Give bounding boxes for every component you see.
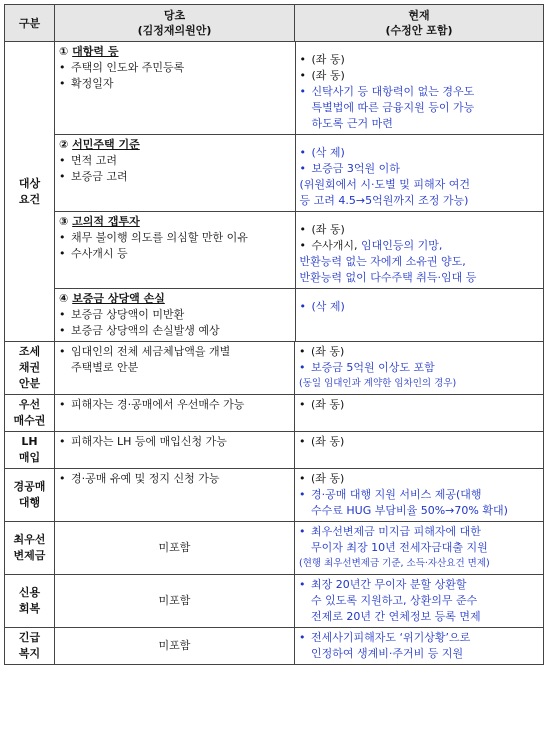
category-target: 대상 요건 (5, 42, 55, 342)
row-lh: LH 매입 • 피해자는 LH 등에 매입신청 가능 • (좌 동) (5, 432, 544, 469)
target-section-3: ③ 고의적 갭투자 • 채무 불이행 의도를 의심할 만한 이유 • 수사개시 등 • (좌 동) • 수사개시, 임대인등의 기망, 반환능력 없는 자에게 소유권 양도, 반환능력 없이 다수주택 취득·임대 등 (55, 212, 544, 289)
row-credit: 신용 회복 미포함 • 최장 20년간 무이자 분할 상환할 수 있도록 지원하고, 상환의무 준수 전제로 20년 간 연체정보 등록 면제 (5, 575, 544, 628)
category-welfare: 긴급 복지 (5, 628, 55, 665)
row-target (5, 42, 544, 342)
row-welfare: 긴급 복지 미포함 • 전세사기피해자도 ‘위기상황’으로 인정하여 생계비·주거비 등 지원 (5, 628, 544, 665)
category-minimum: 최우선 변제금 (5, 522, 55, 575)
row-auction: 경공매 대행 • 경·공매 유예 및 정지 신청 가능 • (좌 동) • 경·공매 대행 지원 서비스 제공(대행 수수료 HUG 부담비율 50%→70% 확대) (5, 469, 544, 522)
header-original: 당초 (김정재의원안) (55, 5, 295, 42)
header-current: 현재 (수정안 포함) (295, 5, 544, 42)
target-section-2: ② 서민주택 기준 • 면적 고려 • 보증금 고려 • (삭 제) • 보증금 3억원 이하 (위원회에서 시·도별 및 피해자 여건 등 고려 4.5→5억원까지 조정 가능) (55, 135, 544, 212)
row-minimum: 최우선 변제금 미포함 • 최우선변제금 미지급 피해자에 대한 무이자 최장 10년 전세자금대출 지원 (현행 최우선변제금 기준, 소득·자산요건 면제) (5, 522, 544, 575)
target-section-4: ④ 보증금 상당액 손실 • 보증금 상당액이 미반환 • 보증금 상당액의 손실발생 예상 • (삭 제) (55, 289, 544, 342)
row-priority: 우선 매수권 • 피해자는 경·공매에서 우선매수 가능 • (좌 동) (5, 395, 544, 432)
category-auction: 경공매 대행 (5, 469, 55, 522)
comparison-table (4, 4, 544, 665)
category-priority: 우선 매수권 (5, 395, 55, 432)
category-tax: 조세 채권 안분 (5, 342, 55, 395)
target-section-1: ① 대항력 등 • 주택의 인도와 주민등록 • 확정일자 • (좌 동) • (좌 동) • 신탁사기 등 대항력이 없는 경우도 특별법에 따른 금융지원 등이 가능 하도록 근거 마련 (55, 42, 544, 135)
header-category: 구분 (5, 5, 55, 42)
target-subtable (55, 42, 544, 341)
header-row (5, 5, 544, 42)
row-tax: 조세 채권 안분 • 임대인의 전체 세금체납액을 개별 주택별로 안분 • (좌 동) • 보증금 5억원 이상도 포함 (동일 임대인과 계약한 임차인의 경우) (5, 342, 544, 395)
category-credit: 신용 회복 (5, 575, 55, 628)
category-lh: LH 매입 (5, 432, 55, 469)
